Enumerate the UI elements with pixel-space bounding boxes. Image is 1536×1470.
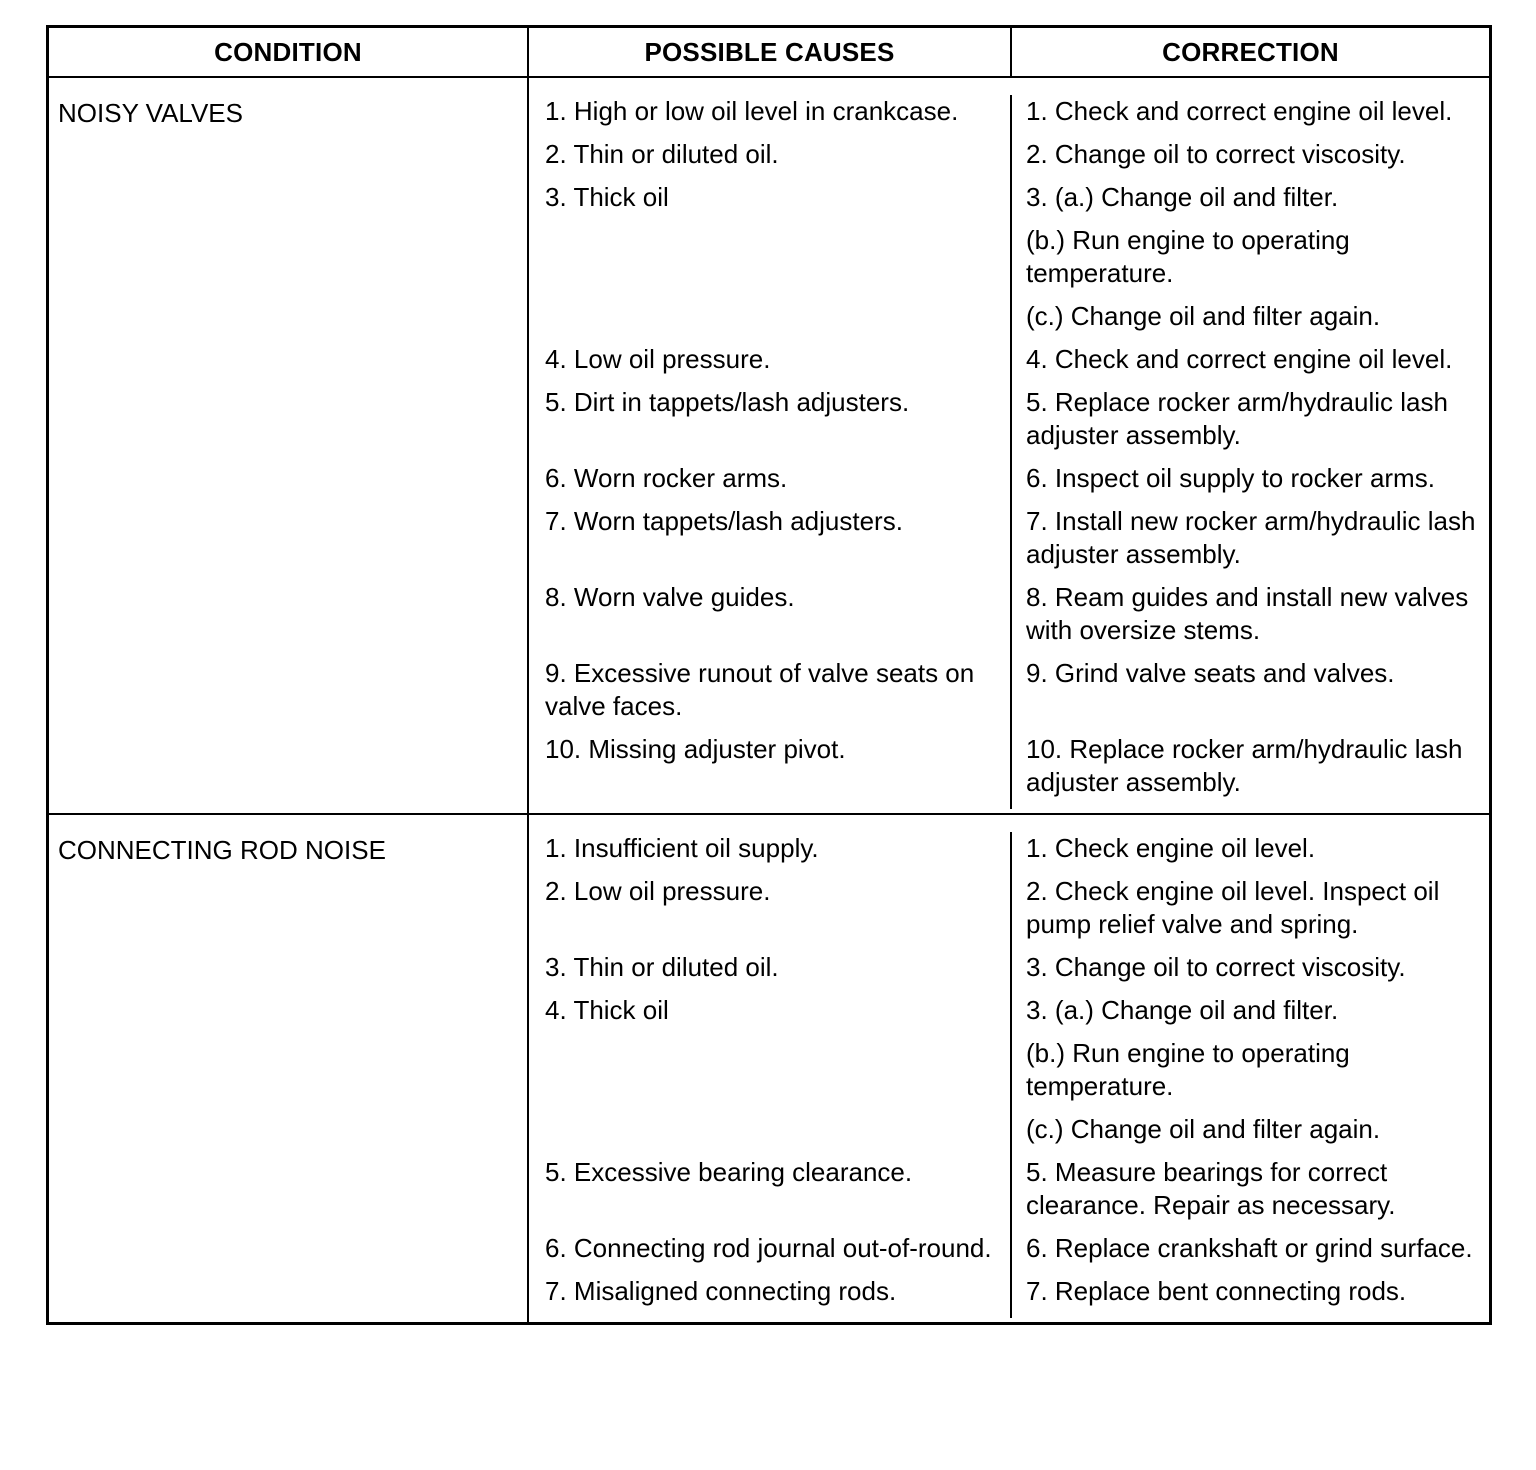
possible-cause: 9. Excessive runout of valve seats on valve faces. xyxy=(529,657,1012,733)
possible-cause: 8. Worn valve guides. xyxy=(529,581,1012,657)
possible-cause: 3. Thick oil xyxy=(529,181,1012,343)
correction-cell xyxy=(1012,386,1489,462)
correction-step: 1. Check and correct engine oil level. xyxy=(1026,96,1453,126)
correction-step: 3. (a.) Change oil and filter. xyxy=(1026,182,1339,212)
condition-section xyxy=(49,815,1489,1322)
correction-cell xyxy=(1012,343,1489,386)
diagnosis-table xyxy=(46,25,1492,1325)
condition-section xyxy=(49,78,1489,815)
possible-cause: 1. High or low oil level in crankcase. xyxy=(529,95,1012,138)
correction-cell xyxy=(1012,994,1489,1156)
correction-cell xyxy=(1012,657,1489,733)
correction-step: 6. Inspect oil supply to rocker arms. xyxy=(1026,463,1435,493)
correction-step: 7. Install new rocker arm/hydraulic lash adjuster assembly. xyxy=(1026,506,1476,569)
correction-cell xyxy=(1012,1156,1489,1232)
correction-cell xyxy=(1012,95,1489,138)
correction-step: 6. Replace crankshaft or grind surface. xyxy=(1026,1233,1473,1263)
correction-step: 5. Replace rocker arm/hydraulic lash adjuster assembly. xyxy=(1026,387,1448,450)
header-condition: CONDITION xyxy=(49,28,529,78)
possible-cause: 2. Thin or diluted oil. xyxy=(529,138,1012,181)
correction-cell xyxy=(1012,1275,1489,1318)
correction-step: 10. Replace rocker arm/hydraulic lash adjuster assembly. xyxy=(1026,734,1463,797)
correction-cell xyxy=(1012,1232,1489,1275)
correction-step: 7. Replace bent connecting rods. xyxy=(1026,1276,1407,1306)
possible-cause: 4. Thick oil xyxy=(529,994,1012,1156)
correction-cell xyxy=(1012,875,1489,951)
correction-step: 4. Check and correct engine oil level. xyxy=(1026,344,1453,374)
condition-label: NOISY VALVES xyxy=(49,78,529,813)
correction-step: 9. Grind valve seats and valves. xyxy=(1026,658,1395,688)
correction-step: 5. Measure bearings for correct clearance. Repair as necessary. xyxy=(1026,1157,1396,1220)
header-correction: CORRECTION xyxy=(1012,28,1489,78)
correction-cell xyxy=(1012,505,1489,581)
correction-cell xyxy=(1012,462,1489,505)
correction-step: 1. Check engine oil level. xyxy=(1026,833,1316,863)
possible-cause: 10. Missing adjuster pivot. xyxy=(529,733,1012,809)
cause-correction-list xyxy=(529,78,1489,813)
correction-step: (c.) Change oil and filter again. xyxy=(1026,301,1381,331)
correction-cell xyxy=(1012,951,1489,994)
correction-step: 3. (a.) Change oil and filter. xyxy=(1026,995,1339,1025)
condition-label: CONNECTING ROD NOISE xyxy=(49,815,529,1322)
correction-cell xyxy=(1012,581,1489,657)
possible-cause: 5. Dirt in tappets/lash adjusters. xyxy=(529,386,1012,462)
possible-cause: 5. Excessive bearing clearance. xyxy=(529,1156,1012,1232)
possible-cause: 6. Connecting rod journal out-of-round. xyxy=(529,1232,1012,1275)
possible-cause: 4. Low oil pressure. xyxy=(529,343,1012,386)
header-possible-causes: POSSIBLE CAUSES xyxy=(529,28,1012,78)
correction-step: (b.) Run engine to operating temperature. xyxy=(1026,225,1350,288)
correction-step: 8. Ream guides and install new valves with oversize stems. xyxy=(1026,582,1469,645)
correction-step: 2. Check engine oil level. Inspect oil pump relief valve and spring. xyxy=(1026,876,1440,939)
possible-cause: 6. Worn rocker arms. xyxy=(529,462,1012,505)
correction-step: 3. Change oil to correct viscosity. xyxy=(1026,952,1406,982)
possible-cause: 7. Worn tappets/lash adjusters. xyxy=(529,505,1012,581)
possible-cause: 3. Thin or diluted oil. xyxy=(529,951,1012,994)
correction-step: 2. Change oil to correct viscosity. xyxy=(1026,139,1406,169)
correction-step: (c.) Change oil and filter again. xyxy=(1026,1114,1381,1144)
cause-correction-list xyxy=(529,815,1489,1322)
correction-cell xyxy=(1012,733,1489,809)
possible-cause: 7. Misaligned connecting rods. xyxy=(529,1275,1012,1318)
possible-cause: 2. Low oil pressure. xyxy=(529,875,1012,951)
correction-cell xyxy=(1012,832,1489,875)
correction-cell xyxy=(1012,138,1489,181)
possible-cause: 1. Insufficient oil supply. xyxy=(529,832,1012,875)
correction-cell xyxy=(1012,181,1489,343)
correction-step: (b.) Run engine to operating temperature. xyxy=(1026,1038,1350,1101)
